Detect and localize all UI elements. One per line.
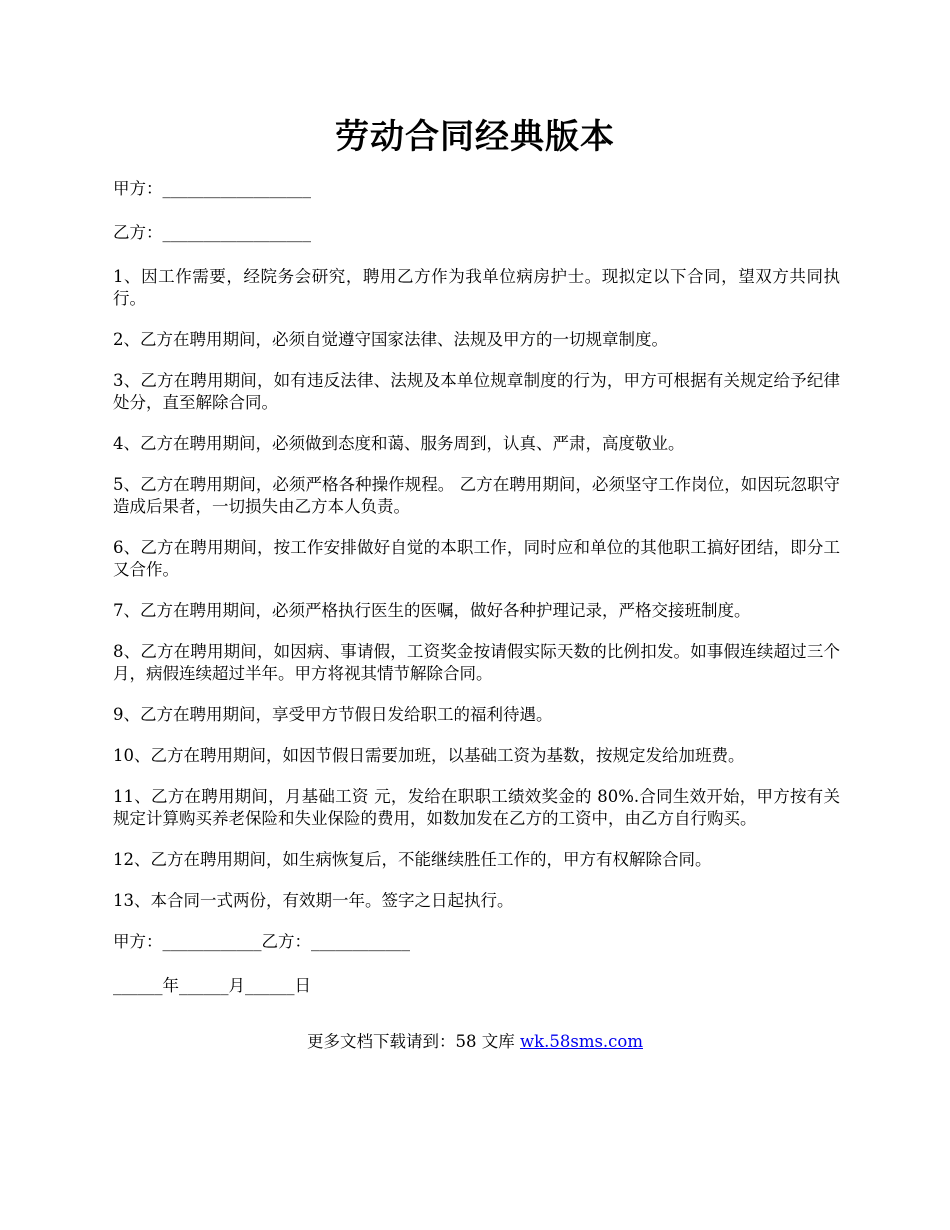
clause-1: 1、因工作需要，经院务会研究，聘用乙方作为我单位病房护士。现拟定以下合同，望双方共同执行。: [113, 267, 840, 308]
footer-prefix: 更多文档下载请到：58 文库: [306, 1032, 520, 1051]
clause-9: 9、乙方在聘用期间，享受甲方节假日发给职工的福利待遇。: [113, 705, 553, 724]
clause-8: 8、乙方在聘用期间，如因病、事请假，工资奖金按请假实际天数的比例扣发。如事假连续超过三个月，病假连续超过半年。甲方将视其情节解除合同。: [113, 642, 840, 683]
clause-11: 11、乙方在聘用期间，月基础工资 元，发给在职职工绩效奖金的 80%.合同生效开始，甲方按有关规定计算购买养老保险和失业保险的费用，如数加发在乙方的工资中，由乙方自行购买。: [113, 787, 840, 828]
clause-6: 6、乙方在聘用期间，按工作安排做好自觉的本职工作，同时应和单位的其他职工搞好团结，即分工又合作。: [113, 538, 840, 579]
clause-2: 2、乙方在聘用期间，必须自觉遵守国家法律、法规及甲方的一切规章制度。: [113, 330, 668, 349]
clause-4: 4、乙方在聘用期间，必须做到态度和蔼、服务周到，认真、严肃，高度敬业。: [113, 434, 685, 453]
document-body: [113, 178, 840, 1019]
date-line: ______年______月______日: [113, 976, 311, 995]
document-title: 劳动合同经典版本: [335, 117, 615, 157]
clause-13: 13、本合同一式两份，有效期一年。签字之日起执行。: [113, 891, 514, 910]
clause-3: 3、乙方在聘用期间，如有违反法律、法规及本单位规章制度的行为，甲方可根据有关规定给予纪律处分，直至解除合同。: [113, 371, 840, 412]
footer-link[interactable]: wk.58sms.com: [519, 1032, 643, 1051]
clause-10: 10、乙方在聘用期间，如因节假日需要加班，以基础工资为基数，按规定发给加班费。: [113, 746, 745, 765]
footer: [0, 1031, 950, 1053]
clause-12: 12、乙方在聘用期间，如生病恢复后，不能继续胜任工作的，甲方有权解除合同。: [113, 850, 712, 869]
clause-5: 5、乙方在聘用期间，必须严格各种操作规程。 乙方在聘用期间，必须坚守工作岗位，如因玩忽职守造成后果者，一切损失由乙方本人负责。: [113, 475, 840, 516]
clause-7: 7、乙方在聘用期间，必须严格执行医生的医嘱，做好各种护理记录，严格交接班制度。: [113, 601, 751, 620]
party-b-line: 乙方：__________________: [113, 223, 311, 242]
party-a-line: 甲方：__________________: [113, 179, 311, 198]
signature-line: 甲方：____________乙方：____________: [113, 932, 410, 951]
